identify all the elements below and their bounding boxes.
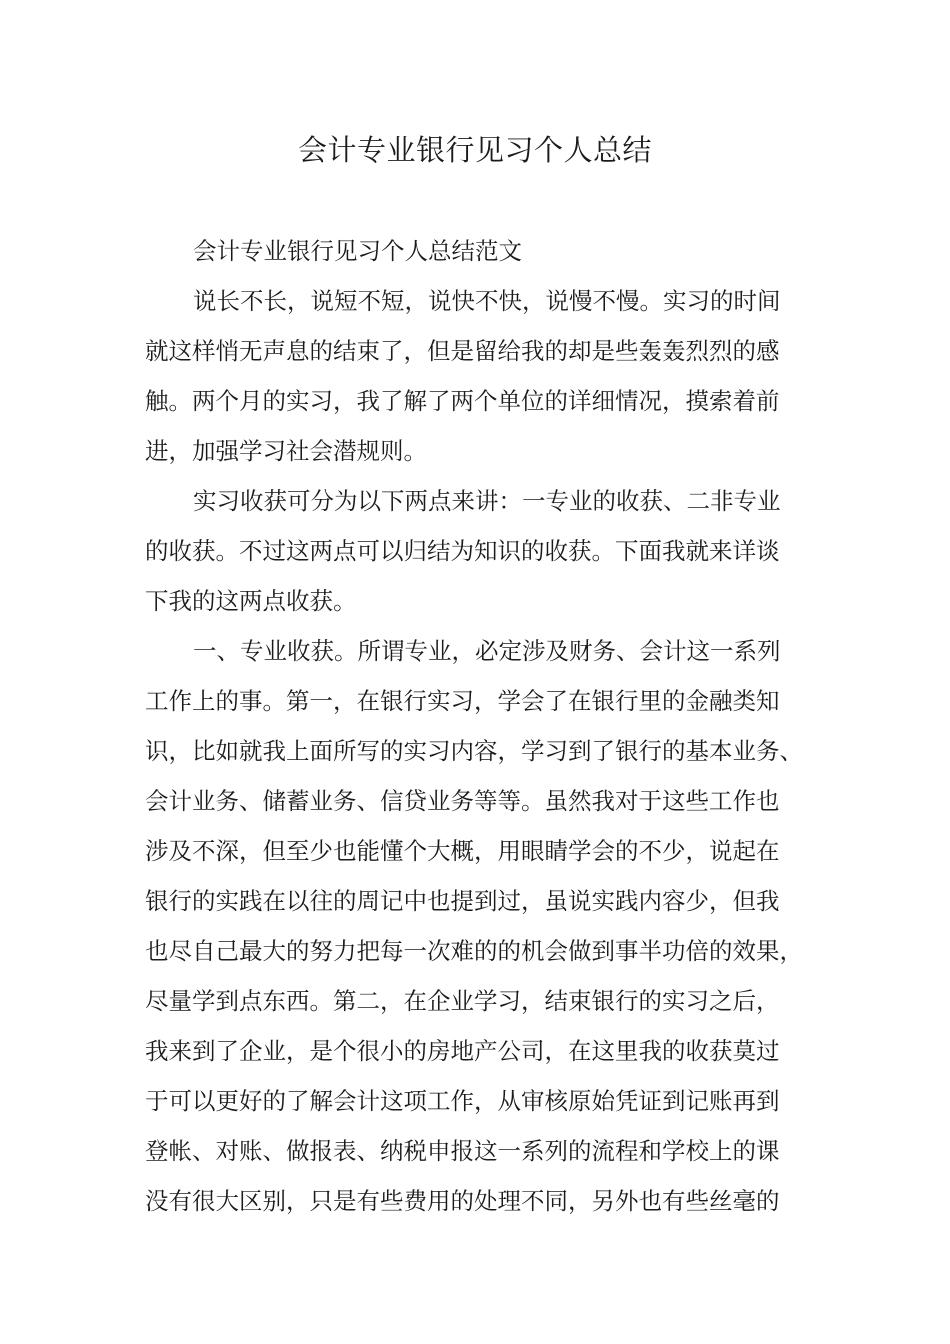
paragraph-line: 一、专业收获。所谓专业，必定涉及财务、会计这一系列 [193, 637, 781, 665]
paragraph-line: 会计业务、储蓄业务、信贷业务等等。虽然我对于这些工作也 [145, 787, 780, 815]
paragraph-line: 说长不长，说短不短，说快不快，说慢不慢。实习的时间 [193, 287, 781, 315]
paragraph-line: 工作上的事。第一，在银行实习，学会了在银行里的金融类知 [145, 687, 780, 715]
paragraph-line: 涉及不深，但至少也能懂个大概，用眼睛学会的不少，说起在 [145, 837, 780, 865]
paragraph-line: 我来到了企业，是个很小的房地产公司，在这里我的收获莫过 [145, 1037, 780, 1065]
paragraph-line: 触。两个月的实习，我了解了两个单位的详细情况，摸索着前 [145, 387, 780, 415]
paragraph-line: 进，加强学习社会潜规则。 [145, 437, 427, 465]
paragraph-line: 没有很大区别，只是有些费用的处理不同，另外也有些丝毫的 [145, 1187, 780, 1215]
paragraph-line: 识，比如就我上面所写的实习内容，学习到了银行的基本业务、 [145, 737, 803, 765]
paragraph-line: 就这样悄无声息的结束了，但是留给我的却是些轰轰烈烈的感 [145, 337, 780, 365]
paragraph-line: 也尽自己最大的努力把每一次难的的机会做到事半功倍的效果， [145, 937, 803, 965]
document-title: 会计专业银行见习个人总结 [297, 133, 652, 167]
subtitle-line: 会计专业银行见习个人总结范文 [193, 237, 522, 265]
paragraph-line: 下我的这两点收获。 [145, 587, 357, 615]
paragraph-line: 于可以更好的了解会计这项工作，从审核原始凭证到记账再到 [145, 1087, 780, 1115]
paragraph-line: 实习收获可分为以下两点来讲：一专业的收获、二非专业 [193, 487, 781, 515]
paragraph-line: 银行的实践在以往的周记中也提到过，虽说实践内容少，但我 [145, 887, 780, 915]
paragraph-line: 尽量学到点东西。第二，在企业学习，结束银行的实习之后， [145, 987, 780, 1015]
paragraph-line: 的收获。不过这两点可以归结为知识的收获。下面我就来详谈 [145, 537, 780, 565]
paragraph-line: 登帐、对账、做报表、纳税申报这一系列的流程和学校上的课 [145, 1137, 780, 1165]
document-body [145, 226, 805, 1226]
